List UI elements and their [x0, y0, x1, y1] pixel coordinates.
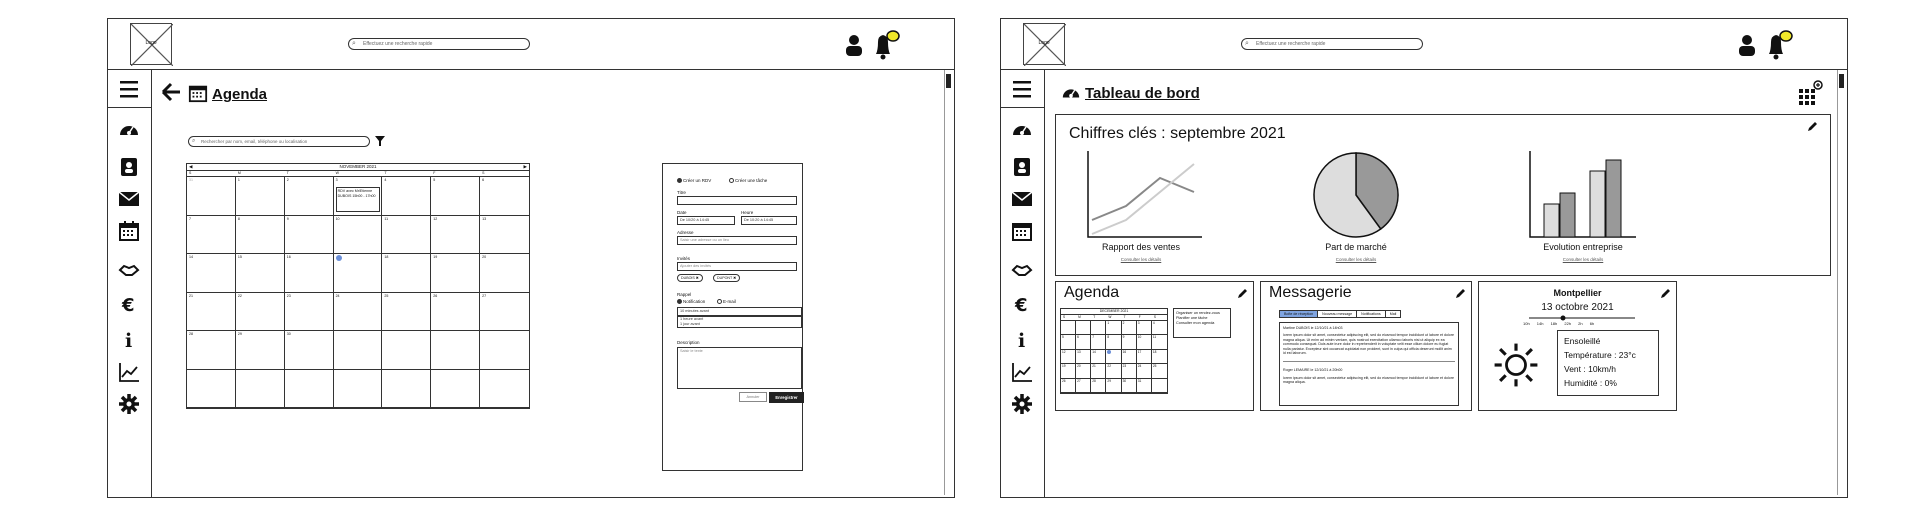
info-icon[interactable]: [118, 328, 140, 350]
day-number: 18: [384, 255, 389, 259]
radio-notif-label: Notification: [683, 299, 706, 304]
calendar-day-cell[interactable]: [431, 177, 480, 216]
reminder-label: Rappel: [677, 292, 692, 297]
market-share-pie-chart: [1306, 149, 1406, 241]
day-number: 11: [384, 216, 389, 221]
edit-pencil-icon[interactable]: [1236, 288, 1248, 300]
calendar-day-cell[interactable]: [480, 254, 529, 293]
messaging-widget-title: Messagerie: [1269, 284, 1352, 301]
mini-day-cell[interactable]: 6: [1076, 335, 1091, 349]
menu-button[interactable]: [1001, 70, 1044, 108]
day-number: 6: [482, 178, 485, 182]
day-number: 4: [384, 178, 387, 182]
stats-icon[interactable]: [118, 361, 140, 383]
mini-day-cell[interactable]: 20: [1076, 364, 1091, 378]
calendar-month: NOVEMBER 2021: [339, 164, 377, 169]
radio-email-label: E-mail: [723, 299, 736, 304]
calendar-day-cell[interactable]: [236, 177, 285, 216]
dashboard-title-icon: [1061, 83, 1081, 103]
weekday-label: T: [1123, 315, 1126, 319]
mini-day-cell[interactable]: 17: [1137, 350, 1152, 364]
weather-condition: Ensoleillé: [1564, 336, 1601, 346]
logo[interactable]: [130, 23, 172, 65]
bell-icon[interactable]: [868, 28, 902, 62]
message-list: [1279, 322, 1459, 406]
edit-pencil-icon[interactable]: [1806, 121, 1818, 133]
day-number: 9: [286, 216, 289, 221]
calendar-grid: [187, 177, 529, 408]
agenda-action-link[interactable]: Planifier une tâche: [1176, 316, 1208, 320]
mini-day-cell[interactable]: 24: [1137, 364, 1152, 378]
day-number: 1: [237, 178, 240, 182]
bar: [1544, 204, 1559, 237]
mini-calendar: [1060, 308, 1168, 394]
guests-field[interactable]: Ajouter des invités: [677, 262, 797, 271]
weekday-label: S: [189, 171, 192, 175]
description-field[interactable]: Saisir le texte: [677, 347, 802, 389]
date-field[interactable]: De 10/20 à 14:45: [677, 216, 735, 225]
guests-label: Invités: [677, 256, 691, 261]
weather-temperature: Température : 23°c: [1564, 350, 1636, 360]
scrollbar-thumb[interactable]: [1839, 74, 1844, 88]
weather-hours: 10h 14h 18h 22h 2h 6h: [1523, 321, 1595, 326]
mini-calendar-month: DECEMBER 2021: [1061, 309, 1167, 315]
guest-chip[interactable]: DUPONT ✖: [713, 274, 740, 282]
dashboard-icon[interactable]: [1011, 119, 1033, 141]
chart-label: Evolution entreprise: [1543, 242, 1623, 252]
mini-day-cell[interactable]: 11: [1152, 335, 1167, 349]
radio-create-task[interactable]: [729, 178, 767, 183]
agenda-screen: [107, 18, 955, 498]
weekday-label: T: [384, 171, 387, 175]
day-number: 28: [189, 332, 193, 336]
handshake-icon[interactable]: [1011, 259, 1033, 281]
sales-line-chart: [1084, 149, 1204, 241]
calendar-day-cell[interactable]: [431, 216, 480, 255]
mini-day-cell[interactable]: 16: [1122, 350, 1137, 364]
calendar-day-cell[interactable]: [334, 254, 383, 293]
guest-chip[interactable]: DUBOIS ✖: [677, 274, 703, 282]
contacts-icon[interactable]: [1011, 156, 1033, 178]
radio-dot-off: [729, 178, 734, 183]
prev-month-icon[interactable]: ◀: [189, 164, 193, 169]
filter-icon[interactable]: [374, 135, 386, 147]
mini-day-cell[interactable]: [1061, 321, 1076, 335]
message-body: lorem ipsum dolor sit amet, consectetur adipiscing elit, sed do eiusmod tempor incididunt ut labore et dolore magna aliqua.: [1283, 375, 1454, 385]
svg-text:€: €: [1015, 295, 1028, 315]
messaging-tab[interactable]: Boîte de réception: [1279, 310, 1318, 318]
chart-details-link[interactable]: Consulter les détails: [1120, 257, 1162, 262]
calendar-day-cell[interactable]: [334, 177, 383, 216]
kpi-panel: [1055, 114, 1831, 276]
day-number: 2: [286, 178, 289, 182]
title-field[interactable]: [677, 196, 797, 205]
calendar-day-cell[interactable]: [236, 293, 285, 332]
scrollbar-thumb[interactable]: [946, 74, 951, 88]
mini-day-cell[interactable]: [1076, 321, 1091, 335]
add-widget-icon[interactable]: [1797, 79, 1825, 107]
logo[interactable]: [1023, 23, 1065, 65]
day-number: 14: [189, 255, 193, 259]
kpi-title: Chiffres clés : septembre 2021: [1069, 125, 1286, 142]
chart-label: Rapport des ventes: [1101, 242, 1181, 252]
weather-wind: Vent : 10km/h: [1564, 364, 1616, 374]
mini-day-cell[interactable]: 25: [1152, 364, 1167, 378]
weather-date: 13 octobre 2021: [1541, 302, 1614, 313]
day-number: 21: [189, 293, 193, 298]
calendar-day-cell[interactable]: [382, 177, 431, 216]
svg-text:€: €: [122, 295, 135, 315]
calendar-day-cell[interactable]: [382, 254, 431, 293]
mini-day-cell[interactable]: 22: [1106, 364, 1121, 378]
hour-field[interactable]: De 10:20 à 14:45: [741, 216, 797, 225]
day-number: 25: [384, 293, 389, 298]
calendar-day-cell[interactable]: [285, 216, 334, 255]
day-number: 26: [433, 293, 438, 298]
day-number: 20: [482, 255, 487, 259]
mini-day-cell[interactable]: 3: [1137, 321, 1152, 335]
date-label: Date: [677, 210, 687, 215]
quick-search-input[interactable]: [348, 38, 530, 50]
page-title: Agenda: [212, 86, 268, 103]
event-form: [662, 163, 803, 471]
calendar-day-cell[interactable]: [480, 177, 529, 216]
title-label: Titre: [677, 190, 686, 195]
sidebar: [1001, 70, 1045, 497]
weekday-label: S: [1153, 315, 1156, 319]
day-number: 8: [237, 216, 240, 221]
weekday-label: M: [237, 171, 241, 175]
messaging-tab[interactable]: Notifications: [1356, 310, 1386, 318]
gear-icon[interactable]: [1011, 393, 1033, 415]
calendar-day-cell[interactable]: [236, 331, 285, 370]
calendar-day-cell[interactable]: [236, 254, 285, 293]
day-number: 15: [237, 255, 242, 259]
calendar-icon[interactable]: [1011, 220, 1033, 242]
search-icon: ⌕: [1245, 40, 1249, 47]
day-number: 19: [433, 255, 438, 259]
calendar-day-cell[interactable]: [431, 293, 480, 332]
chart-axis: [1088, 151, 1202, 237]
day-number: 23: [286, 293, 291, 298]
line-series: [1092, 164, 1194, 234]
quick-search-placeholder: Effectuez une recherche rapide: [363, 41, 433, 47]
calendar-day-cell[interactable]: [480, 216, 529, 255]
mini-day-cell[interactable]: 14: [1091, 350, 1106, 364]
guest-chip-label: DUPONT: [717, 276, 733, 280]
mini-day-cell[interactable]: 12: [1061, 350, 1076, 364]
day-number: 29: [237, 332, 242, 336]
weekday-label: M: [1078, 315, 1081, 319]
quick-search-input[interactable]: [1241, 38, 1423, 50]
day-number: 13: [482, 216, 487, 221]
messaging-tab[interactable]: Nouveau message: [1317, 310, 1357, 318]
user-icon[interactable]: [844, 33, 864, 57]
calendar-day-cell[interactable]: [382, 370, 431, 409]
company-evolution-bar-chart: [1528, 149, 1638, 241]
calendar-day-cell[interactable]: [382, 293, 431, 332]
calendar-day-cell[interactable]: [334, 216, 383, 255]
hamburger-icon: [108, 70, 151, 108]
contacts-icon[interactable]: [118, 156, 140, 178]
mini-day-cell[interactable]: 30: [1122, 379, 1137, 393]
messaging-widget: [1260, 281, 1472, 411]
calendar-day-cell[interactable]: [431, 370, 480, 409]
line-series: [1092, 178, 1194, 220]
bar: [1560, 193, 1575, 237]
calendar-day-cell[interactable]: [382, 331, 431, 370]
calendar-day-cell[interactable]: [285, 331, 334, 370]
calendar-day-cell[interactable]: [334, 293, 383, 332]
weekday-label: F: [433, 171, 436, 175]
top-bar: [108, 19, 954, 70]
mini-day-cell[interactable]: 29: [1106, 379, 1121, 393]
calendar-day-cell[interactable]: [285, 177, 334, 216]
mini-day-cell[interactable]: 9: [1122, 335, 1137, 349]
logo-text: Logo: [145, 40, 157, 46]
svg-text:i: i: [125, 330, 133, 350]
reminder-select[interactable]: 10 minutes avant: [677, 307, 802, 316]
calendar-day-cell[interactable]: [187, 216, 236, 255]
radio-dot-off: [717, 299, 722, 304]
calendar-icon[interactable]: [118, 220, 140, 242]
bar: [1590, 171, 1605, 237]
edit-pencil-icon[interactable]: [1659, 288, 1671, 300]
back-arrow-icon[interactable]: [160, 81, 182, 103]
search-icon: ⌕: [352, 40, 356, 47]
logo-text: Logo: [1038, 40, 1050, 46]
day-number: 16: [286, 255, 291, 259]
mini-day-cell[interactable]: 5: [1061, 335, 1076, 349]
today-marker: [336, 255, 342, 261]
quick-search-placeholder: Effectuez une recherche rapide: [1256, 41, 1326, 47]
calendar-title-icon: [188, 83, 208, 103]
radio-dot-on: [677, 299, 682, 304]
mini-day-cell[interactable]: 4: [1152, 321, 1167, 335]
mini-day-cell[interactable]: [1091, 321, 1106, 335]
calendar-day-cell[interactable]: [187, 254, 236, 293]
reminder-option[interactable]: 1 jour avant: [680, 322, 700, 326]
today-marker: [1107, 350, 1111, 354]
messaging-tabs: [1279, 310, 1400, 318]
chart-label: Part de marché: [1325, 242, 1387, 252]
message-body: lorem ipsum dolor sit amet, consectetur adipiscing elit, sed do eiusmod tempor incididunt ut labore et dolore magna aliqua. Ut enim ad minim veniam, quis nostrud exercitation ullamco laboris nisi ut aliquip ex ea commodo consequat. Duis aute irure dolor in reprehenderit in voluptate velit esse cillum dolore eu fugiat nulla pariatur. Excepteur sint occaecat cupidatat non proident, sunt in culpa qui officia deserunt mollit anim id est laborum.: [1283, 333, 1454, 356]
calendar-day-cell[interactable]: [187, 331, 236, 370]
message-header[interactable]: Martine DUBOIS le 12/10/21 à 14h03: [1283, 326, 1343, 330]
dashboard-screen: [1000, 18, 1848, 498]
calendar-day-cell[interactable]: [382, 216, 431, 255]
weekday-label: S: [482, 171, 485, 175]
calendar-day-cell[interactable]: [334, 370, 383, 409]
mini-day-cell[interactable]: 23: [1122, 364, 1137, 378]
calendar-day-cell[interactable]: [334, 331, 383, 370]
calendar-event[interactable]: RDV avec Mr/Etienne DUBOIS 15h00 - 17h00: [336, 187, 380, 212]
calendar-day-cell[interactable]: [187, 293, 236, 332]
euro-icon[interactable]: [1011, 293, 1033, 315]
agenda-actions: [1173, 308, 1231, 338]
mini-day-cell[interactable]: 21: [1091, 364, 1106, 378]
weather-humidity: Humidité : 0%: [1564, 378, 1617, 388]
calendar-day-cell[interactable]: [285, 370, 334, 409]
mini-day-cell[interactable]: 13: [1076, 350, 1091, 364]
address-field[interactable]: Saisir une adresse ou un lieu: [677, 236, 797, 245]
weekday-label: W: [335, 171, 339, 175]
address-label: Adresse: [677, 230, 694, 235]
radio-dot-on: [677, 178, 682, 183]
stats-icon[interactable]: [1011, 361, 1033, 383]
calendar-day-cell[interactable]: [480, 293, 529, 332]
handshake-icon[interactable]: [118, 259, 140, 281]
top-bar: [1001, 19, 1847, 70]
reminder-options: [677, 316, 802, 328]
sidebar: [108, 70, 152, 497]
description-label: Description: [677, 340, 700, 345]
agenda-action-link[interactable]: Organiser un rendez-vous: [1176, 311, 1220, 315]
agenda-action-link[interactable]: Consulter mon agenda: [1176, 321, 1215, 325]
mini-day-cell[interactable]: 26: [1061, 379, 1076, 393]
weekday-label: W: [1108, 315, 1112, 319]
weekday-label: S: [1063, 315, 1066, 319]
mini-day-cell[interactable]: [1152, 379, 1167, 393]
mini-day-cell[interactable]: 27: [1076, 379, 1091, 393]
mini-day-cell[interactable]: 31: [1137, 379, 1152, 393]
mini-calendar-grid: [1061, 321, 1167, 393]
radio-create-rdv[interactable]: [677, 178, 711, 183]
calendar-day-cell[interactable]: [236, 216, 285, 255]
dashboard-icon[interactable]: [118, 119, 140, 141]
mail-icon[interactable]: [118, 188, 140, 210]
scrollbar[interactable]: [944, 70, 952, 495]
guest-chip-label: DUBOIS: [681, 276, 695, 280]
scrollbar[interactable]: [1837, 70, 1845, 495]
page-title: Tableau de bord: [1085, 85, 1200, 102]
chart-details-link[interactable]: Consulter les détails: [1335, 257, 1377, 262]
calendar-day-cell[interactable]: [187, 370, 236, 409]
day-number: 24: [335, 293, 340, 298]
message-divider: [1283, 361, 1455, 362]
day-number: 12: [433, 216, 438, 221]
radio-notification[interactable]: [677, 299, 705, 304]
mini-day-cell[interactable]: 1: [1106, 321, 1121, 335]
radio-rdv-label: Créer un RDV: [683, 178, 712, 183]
weather-info-box: [1557, 330, 1659, 396]
mini-day-cell[interactable]: 7: [1091, 335, 1106, 349]
sun-icon: [1493, 342, 1539, 388]
mini-day-cell[interactable]: 2: [1122, 321, 1137, 335]
mail-icon[interactable]: [1011, 188, 1033, 210]
calendar-day-cell[interactable]: [480, 331, 529, 370]
message-header[interactable]: Roger LEMAIRE le 12/10/21 à 20h00: [1283, 368, 1343, 373]
user-icon[interactable]: [1737, 33, 1757, 57]
calendar-day-cell[interactable]: [285, 293, 334, 332]
gear-icon[interactable]: [118, 393, 140, 415]
day-number: 10: [335, 216, 340, 221]
bell-icon[interactable]: [1761, 28, 1795, 62]
hamburger-icon: [1001, 70, 1044, 108]
month-calendar: [186, 163, 530, 409]
day-number: 5: [433, 178, 436, 182]
radio-email[interactable]: [717, 299, 736, 304]
day-number: 31: [189, 178, 193, 182]
info-icon[interactable]: [1011, 328, 1033, 350]
day-number: 7: [189, 216, 191, 221]
calendar-day-cell[interactable]: [236, 370, 285, 409]
day-number: 3: [335, 178, 338, 182]
mini-day-cell[interactable]: 28: [1091, 379, 1106, 393]
svg-text:i: i: [1018, 330, 1026, 350]
calendar-day-cell[interactable]: [187, 177, 236, 216]
mini-day-cell[interactable]: 19: [1061, 364, 1076, 378]
weekday-label: F: [1138, 315, 1141, 319]
calendar-day-cell[interactable]: [285, 254, 334, 293]
weekday-label: T: [286, 171, 289, 175]
hour-label: Heure: [741, 210, 754, 215]
mini-day-cell[interactable]: 8: [1106, 335, 1121, 349]
next-month-icon[interactable]: ▶: [523, 164, 527, 169]
mini-day-cell[interactable]: [1106, 350, 1121, 364]
reminder-option[interactable]: 1 heure avant: [680, 317, 704, 321]
day-number: 30: [286, 332, 291, 336]
save-button[interactable]: Enregistrer: [769, 392, 804, 403]
agenda-widget-title: Agenda: [1064, 284, 1120, 301]
edit-pencil-icon[interactable]: [1454, 288, 1466, 300]
messaging-tab[interactable]: Mail: [1385, 310, 1402, 318]
calendar-day-cell[interactable]: [431, 254, 480, 293]
agenda-filter-input[interactable]: [188, 136, 370, 147]
bar: [1606, 160, 1621, 237]
weather-widget: [1478, 281, 1677, 411]
weather-city: Montpellier: [1553, 288, 1602, 298]
agenda-filter-placeholder: Rechercher par nom, email, téléphone ou localisation: [201, 139, 308, 144]
euro-icon[interactable]: [118, 293, 140, 315]
search-icon: ⌕: [192, 138, 196, 144]
agenda-widget: [1055, 281, 1254, 411]
chart-details-link[interactable]: Consulter les détails: [1562, 257, 1604, 262]
day-number: 22: [237, 293, 242, 298]
day-number: 27: [482, 293, 487, 298]
mini-day-cell[interactable]: 18: [1152, 350, 1167, 364]
calendar-day-cell[interactable]: [431, 331, 480, 370]
radio-task-label: Créer une tâche: [735, 178, 768, 183]
menu-button[interactable]: [108, 70, 151, 108]
calendar-header: [187, 164, 529, 171]
weekday-label: T: [1093, 315, 1096, 319]
mini-day-cell[interactable]: 10: [1137, 335, 1152, 349]
calendar-day-cell[interactable]: [480, 370, 529, 409]
cancel-button[interactable]: Annuler: [739, 392, 767, 402]
